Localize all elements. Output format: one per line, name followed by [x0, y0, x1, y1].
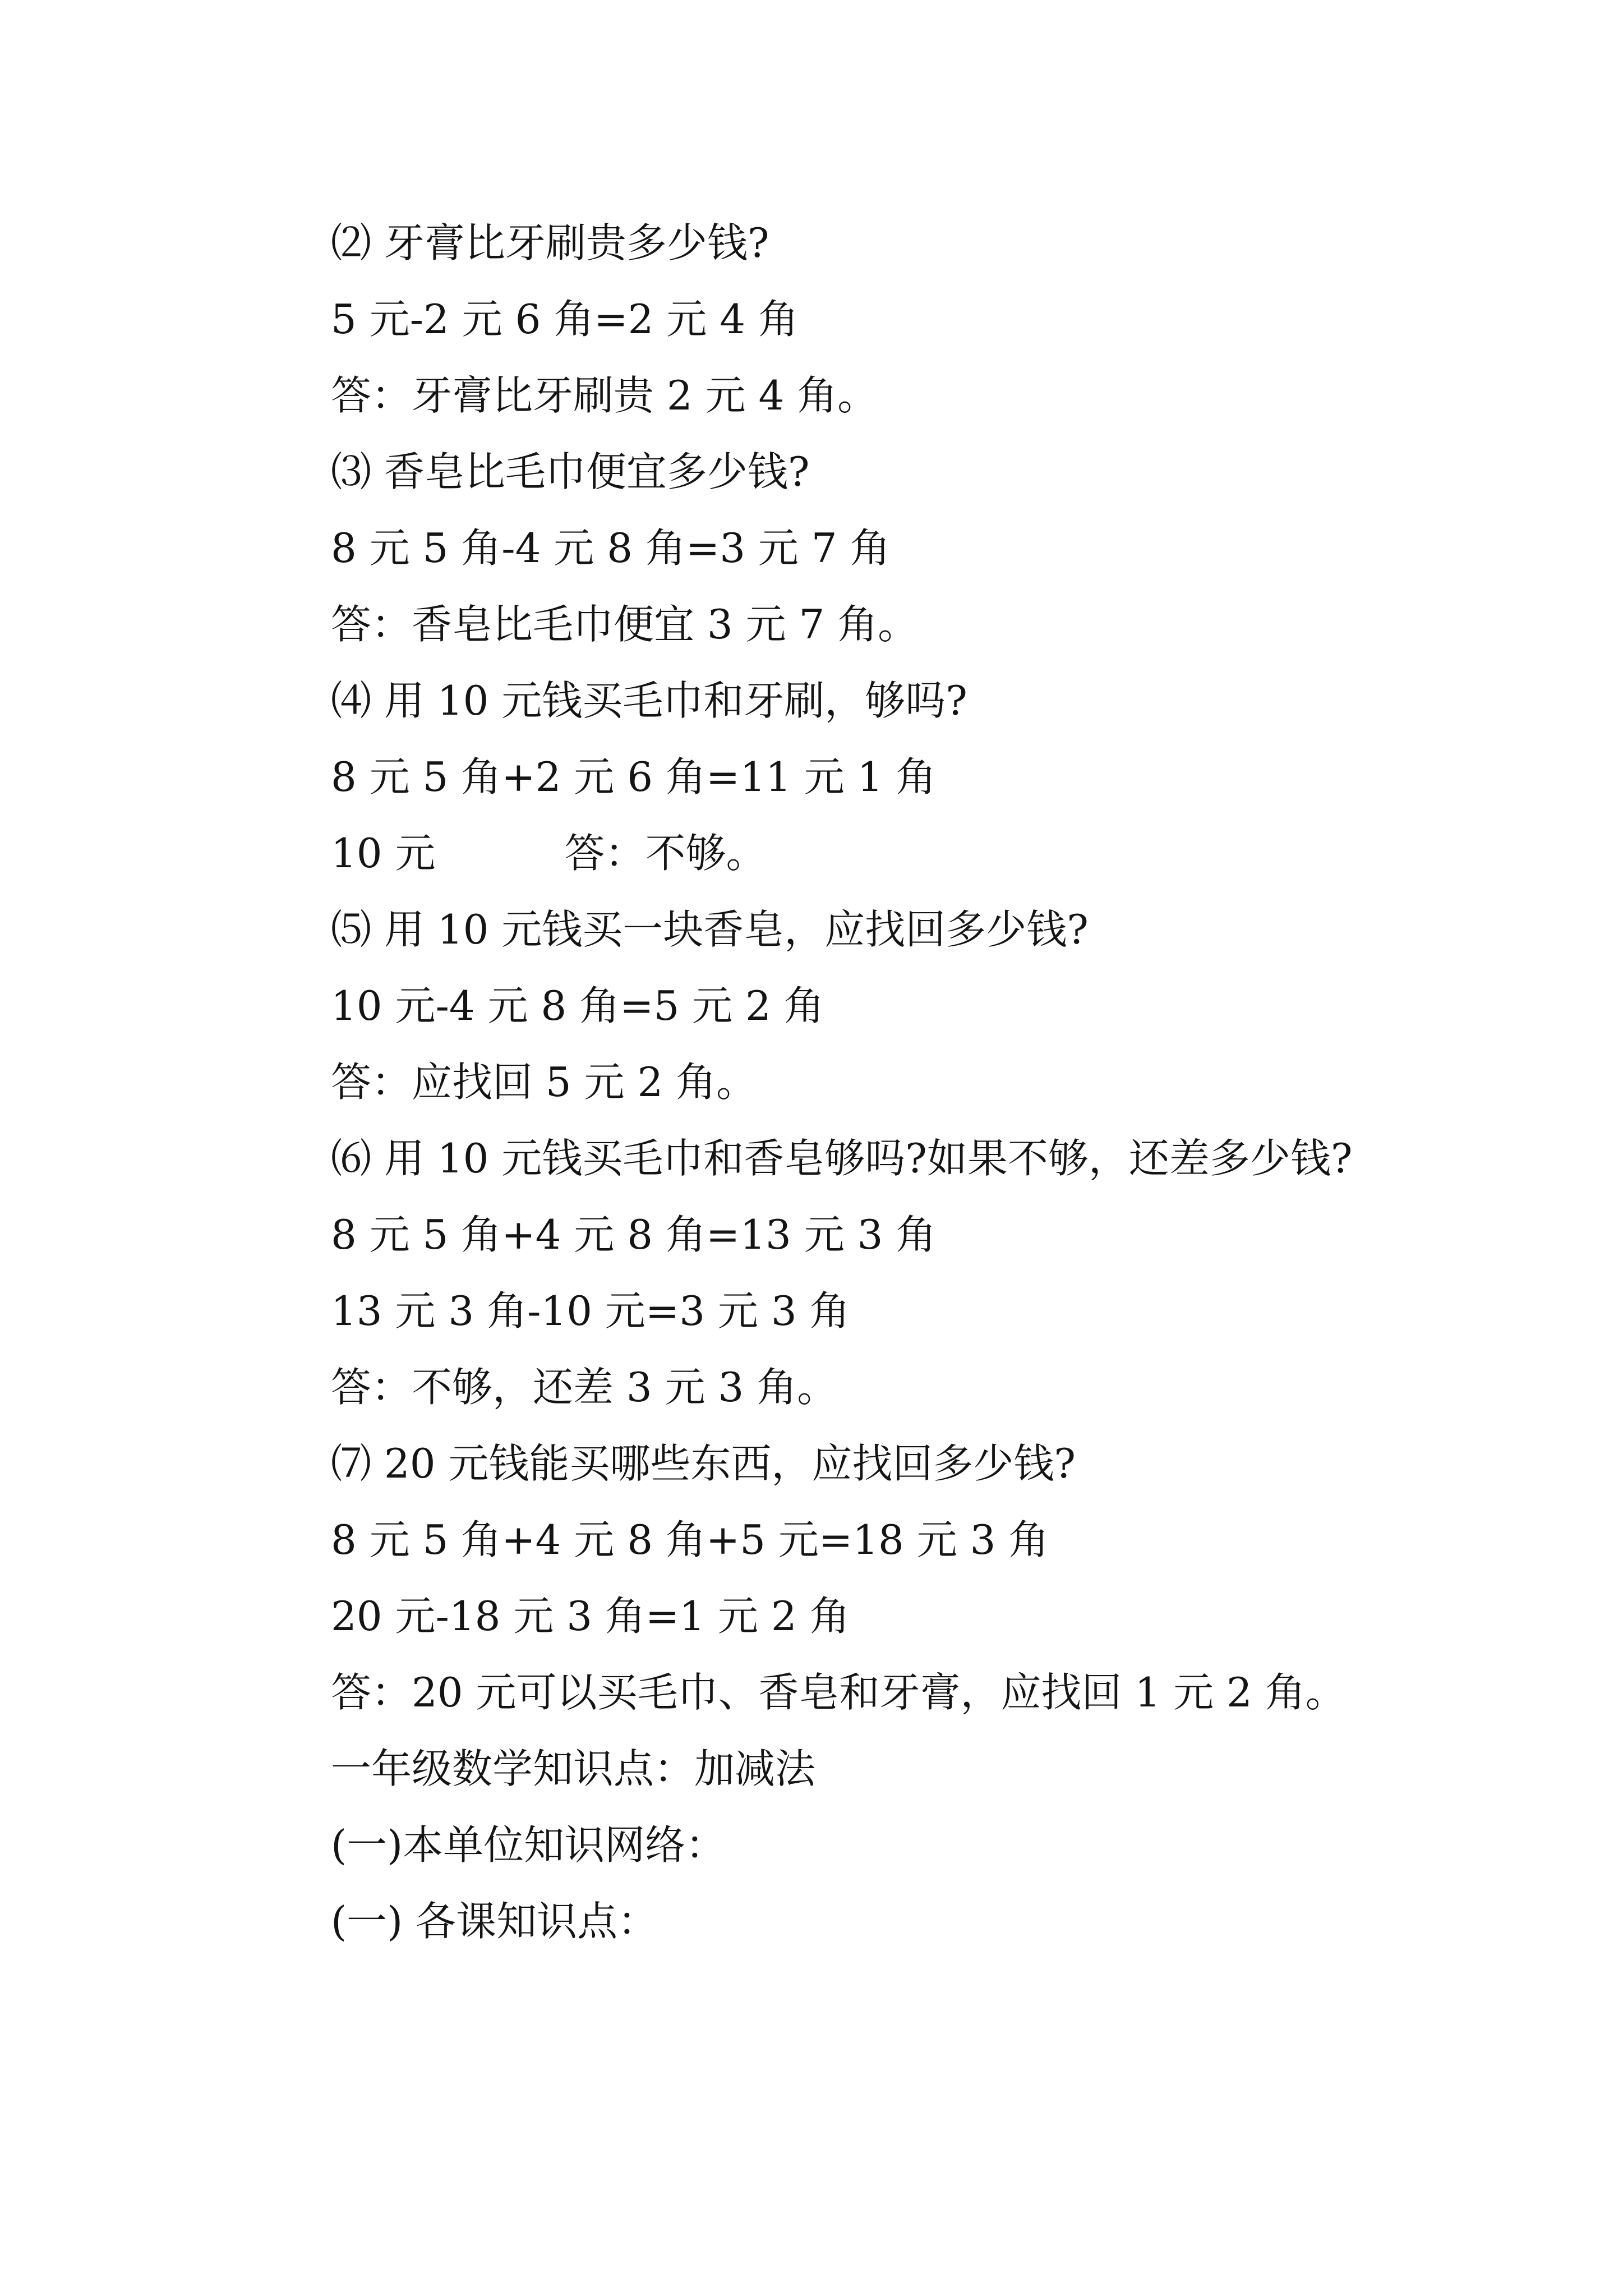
question-6: ⑹ 用 10 元钱买毛巾和香皂够吗?如果不够，还差多少钱? [331, 1135, 1353, 1182]
question-4: ⑷ 用 10 元钱买毛巾和牙刷，够吗? [331, 677, 967, 724]
answer-6: 答：不够，还差 3 元 3 角。 [331, 1364, 838, 1411]
equation-2: 5 元-2 元 6 角=2 元 4 角 [331, 296, 799, 343]
equation-6a: 8 元 5 角+4 元 8 角=13 元 3 角 [331, 1211, 937, 1258]
document-body [247, 205, 1391, 1959]
equation-6b: 13 元 3 角-10 元=3 元 3 角 [331, 1287, 850, 1335]
section-heading: 一年级数学知识点：加减法 [331, 1745, 816, 1792]
answer-4-line [247, 815, 1391, 891]
question-3: ⑶ 香皂比毛巾便宜多少钱? [331, 448, 810, 495]
answer-3: 答：香皂比毛巾便宜 3 元 7 角。 [331, 601, 919, 648]
answer-2: 答：牙膏比牙刷贵 2 元 4 角。 [331, 372, 878, 419]
question-5: ⑸ 用 10 元钱买一块香皂，应找回多少钱? [331, 906, 1089, 953]
question-2: ⑵ 牙膏比牙刷贵多少钱? [331, 219, 769, 266]
equation-7a: 8 元 5 角+4 元 8 角+5 元=18 元 3 角 [331, 1516, 1049, 1563]
equation-7b: 20 元-18 元 3 角=1 元 2 角 [331, 1593, 850, 1640]
question-7: ⑺ 20 元钱能买哪些东西，应找回多少钱? [331, 1440, 1076, 1487]
answer-7: 答：20 元可以买毛巾、香皂和牙膏，应找回 1 元 2 角。 [331, 1669, 1346, 1716]
equation-4: 8 元 5 角+2 元 6 角=11 元 1 角 [331, 753, 937, 800]
answer-4: 答：不够。 [564, 830, 767, 877]
answer-5: 答：应找回 5 元 2 角。 [331, 1059, 757, 1106]
comparison-value: 10 元 [331, 830, 436, 877]
equation-3: 8 元 5 角-4 元 8 角=3 元 7 角 [331, 524, 891, 572]
subheading-knowledge-network: (一)本单位知识网络： [331, 1821, 726, 1869]
equation-5: 10 元-4 元 8 角=5 元 2 角 [331, 982, 824, 1029]
subheading-lesson-points: (一) 各课知识点： [331, 1898, 658, 1945]
